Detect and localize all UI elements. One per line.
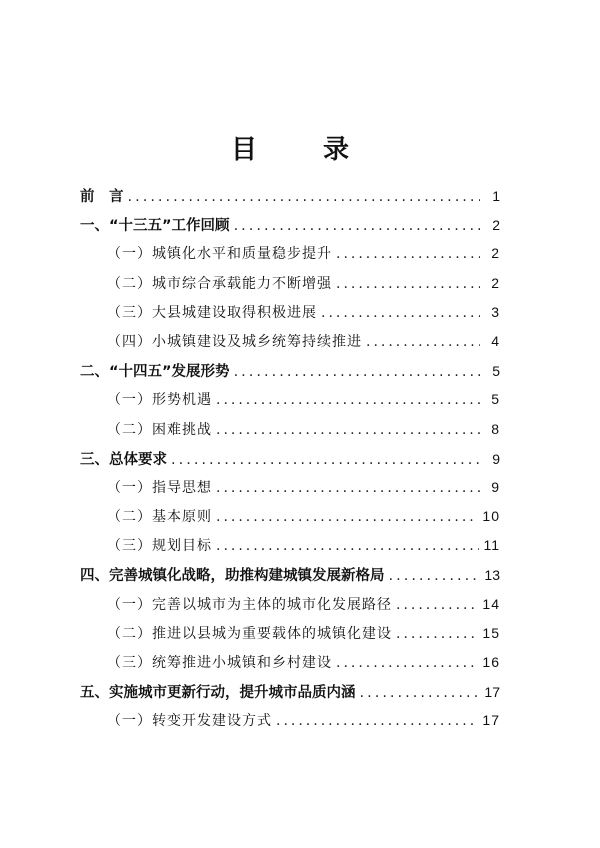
toc-entry-section[interactable] — [80, 535, 500, 564]
toc-entry-page-number: 17 — [484, 684, 500, 701]
toc-dot-leader — [216, 538, 479, 554]
toc-dot-leader — [360, 685, 481, 701]
toc-entry-chapter[interactable] — [80, 681, 500, 710]
toc-entry-section[interactable] — [80, 273, 500, 302]
toc-dot-leader — [336, 246, 480, 262]
toc-entry-label: 三、总体要求 — [80, 451, 167, 468]
toc-entry-chapter[interactable] — [80, 360, 500, 389]
toc-entry-label: （一）形势机遇 — [107, 392, 212, 409]
toc-dot-leader — [396, 626, 478, 642]
toc-entry-section[interactable] — [80, 710, 500, 739]
toc-entry-page-number: 5 — [491, 391, 500, 408]
toc-entry-section[interactable] — [80, 652, 500, 681]
toc-entry-chapter[interactable] — [80, 214, 500, 243]
toc-entry-page-number: 2 — [491, 245, 500, 262]
toc-entry-page-number: 10 — [482, 508, 500, 525]
toc-entry-label: （一）指导思想 — [107, 479, 212, 496]
toc-entry-page-number: 2 — [491, 274, 500, 291]
toc-entry-label: （一）完善以城市为主体的城市化发展路径 — [107, 596, 392, 613]
toc-entry-section[interactable] — [80, 243, 500, 272]
toc-entry-label: （二）困难挑战 — [107, 421, 212, 438]
toc-dot-leader — [171, 452, 480, 468]
toc-entry-label: （三）大县城建设取得积极进展 — [107, 304, 317, 321]
toc-dot-leader — [216, 480, 480, 496]
toc-entry-page-number: 4 — [491, 332, 500, 349]
toc-entry-label: （一）城镇化水平和质量稳步提升 — [107, 246, 332, 263]
toc-entry-chapter[interactable] — [80, 185, 500, 214]
toc-dot-leader — [336, 655, 478, 671]
toc-dot-leader — [321, 305, 480, 321]
toc-entry-page-number: 14 — [482, 595, 500, 612]
toc-entry-section[interactable] — [80, 389, 500, 418]
toc-dot-leader — [216, 422, 480, 438]
toc-entry-page-number: 9 — [492, 450, 500, 467]
toc-entry-label: 一、“十三五”工作回顾 — [80, 218, 230, 235]
toc-entry-page-number: 5 — [492, 363, 500, 380]
toc-entry-section[interactable] — [80, 331, 500, 360]
toc-title: 目 录 — [230, 135, 369, 165]
toc-entry-page-number: 17 — [482, 712, 500, 729]
table-of-contents — [80, 185, 500, 740]
toc-dot-leader — [396, 597, 478, 613]
toc-entry-section[interactable] — [80, 302, 500, 331]
toc-entry-label: （二）基本原则 — [107, 509, 212, 526]
toc-dot-leader — [216, 392, 480, 408]
toc-entry-section[interactable] — [80, 506, 500, 535]
toc-entry-label: （一）转变开发建设方式 — [107, 713, 272, 730]
toc-entry-page-number: 3 — [491, 303, 500, 320]
toc-entry-label: （二）推进以县城为重要载体的城镇化建设 — [107, 625, 392, 642]
toc-entry-page-number: 2 — [492, 217, 500, 234]
toc-dot-leader — [336, 276, 480, 292]
toc-entry-label: 二、“十四五”发展形势 — [80, 364, 230, 381]
toc-dot-leader — [216, 509, 478, 525]
toc-entry-section[interactable] — [80, 477, 500, 506]
toc-entry-label: （四）小城镇建设及城乡统筹持续推进 — [107, 333, 362, 350]
toc-entry-page-number: 8 — [491, 420, 500, 437]
toc-dot-leader — [276, 713, 478, 729]
toc-entry-section[interactable] — [80, 594, 500, 623]
toc-entry-page-number: 13 — [484, 567, 500, 584]
toc-entry-chapter[interactable] — [80, 448, 500, 477]
toc-entry-page-number: 16 — [482, 654, 500, 670]
toc-entry-chapter[interactable] — [80, 564, 500, 593]
toc-entry-section[interactable] — [80, 419, 500, 448]
toc-dot-leader — [366, 334, 480, 350]
toc-dot-leader — [234, 218, 480, 234]
toc-dot-leader — [234, 364, 480, 380]
toc-entry-section[interactable] — [80, 623, 500, 652]
toc-entry-label: （二）城市综合承载能力不断增强 — [107, 275, 332, 292]
toc-entry-label: （三）规划目标 — [107, 538, 212, 555]
toc-entry-page-number: 1 — [492, 188, 500, 204]
toc-entry-label: 五、实施城市更新行动，提升城市品质内涵 — [80, 685, 356, 702]
toc-entry-page-number: 11 — [483, 537, 500, 554]
toc-entry-page-number: 9 — [491, 478, 500, 495]
toc-dot-leader — [128, 189, 481, 205]
toc-entry-label: 前 言 — [80, 189, 124, 205]
toc-entry-page-number: 15 — [482, 624, 500, 641]
toc-entry-label: 四、完善城镇化战略，助推构建城镇发展新格局 — [80, 568, 385, 585]
toc-entry-label: （三）统筹推进小城镇和乡村建设 — [107, 655, 332, 671]
toc-dot-leader — [389, 568, 481, 584]
